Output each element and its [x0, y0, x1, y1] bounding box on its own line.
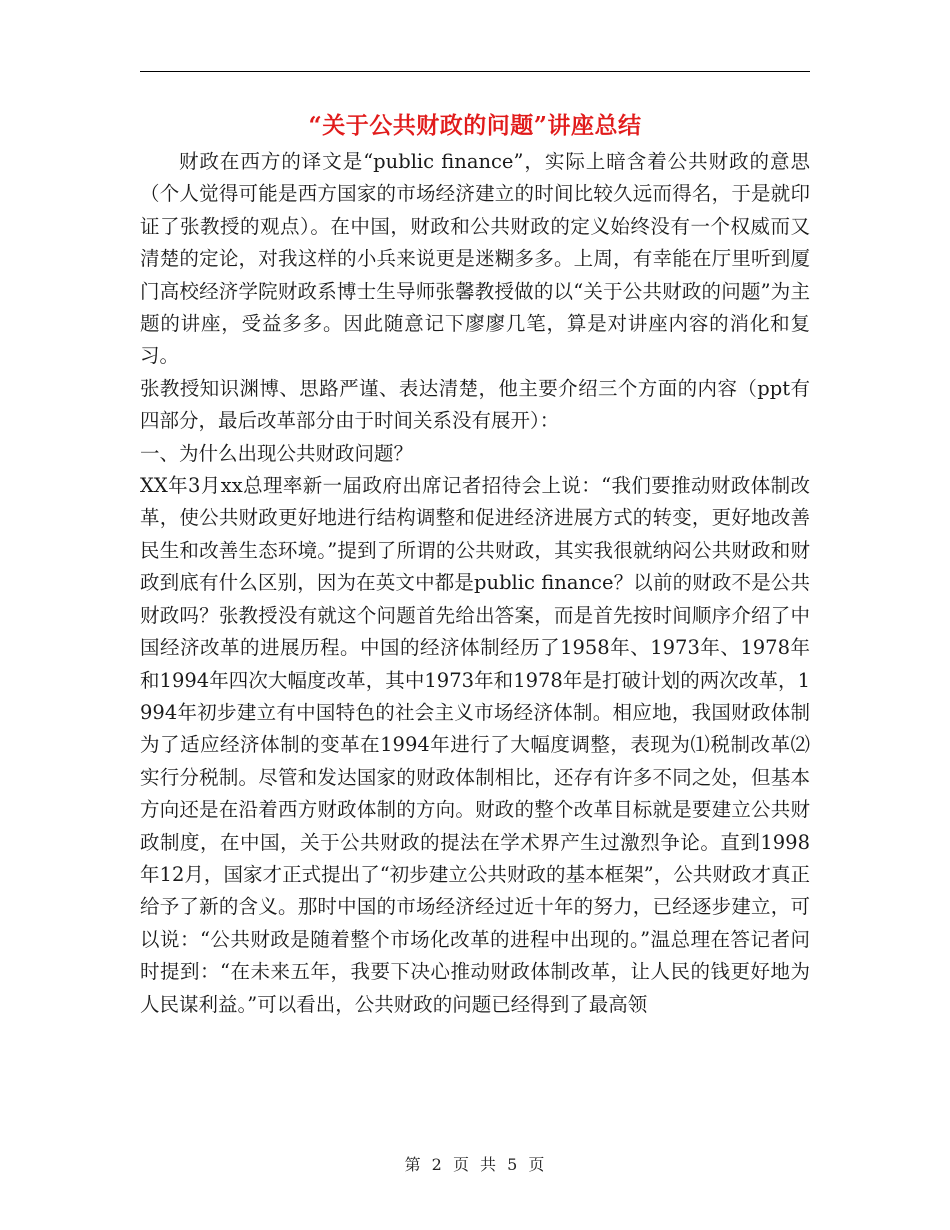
header-rule: [140, 71, 810, 72]
paragraph-section-1: XX年3月xx总理率新一届政府出席记者招待会上说：“我们要推动财政体制改革，使公共财政更好地进行结构调整和促进经济进展方式的转变，更好地改善民生和改善生态环境。”提到了所谓的公共财政，其实我很就纳闷公共财政和财政到底有什么区别，因为在英文中都是public finance？以前的财政不是公共财政吗？张教授没有就这个问题首先给出答案，而是首先按时间顺序介绍了中国经济改革的进展历程。中国的经济体制经历了1958年、1973年、1978年和1994年四次大幅度改革，其中1973年和1978年是打破计划的两次改革，1994年初步建立有中国特色的社会主义市场经济体制。相应地，我国财政体制为了适应经济体制的变革在1994年进行了大幅度调整，表现为⑴税制改革⑵实行分税制。尽管和发达国家的财政体制相比，还存有许多不同之处，但基本方向还是在沿着西方财政体制的方向。财政的整个改革目标就是要建立公共财政制度，在中国，关于公共财政的提法在学术界产生过激烈争论。直到1998年12月，国家才正式提出了“初步建立公共财政的基本框架”，公共财政才真正给予了新的含义。那时中国的市场经济经过近十年的努力，已经逐步建立，可以说：“公共财政是随着整个市场化改革的进程中出现的。”温总理在答记者问时提到：“在未来五年，我要下决心推动财政体制改革，让人民的钱更好地为人民谋利益。”可以看出，公共财政的问题已经得到了最高领: [140, 474, 810, 1016]
page-number-footer: 第 2 页 共 5 页: [404, 1155, 546, 1174]
paragraph-intro: 财政在西方的译文是“public finance”，实际上暗含着公共财政的意思（个人觉得可能是西方国家的市场经济建立的时间比较久远而得名，于是就印证了张教授的观点）。在中国，财政和公共财政的定义始终没有一个权威而又清楚的定论，对我这样的小兵来说更是迷糊多多。上周，有幸能在厅里听到厦门高校经济学院财政系博士生导师张馨教授做的以“关于公共财政的问题”为主题的讲座，受益多多。因此随意记下廖廖几笔，算是对讲座内容的消化和复习。: [140, 150, 810, 368]
section-heading-1: 一、为什么出现公共财政问题？: [140, 441, 414, 465]
document-body: [140, 146, 810, 1021]
paragraph-overview: 张教授知识渊博、思路严谨、表达清楚，他主要介绍三个方面的内容（ppt有四部分，最后改革部分由于时间关系没有展开）：: [140, 376, 810, 433]
document-title: “关于公共财政的问题”讲座总结: [308, 112, 642, 139]
